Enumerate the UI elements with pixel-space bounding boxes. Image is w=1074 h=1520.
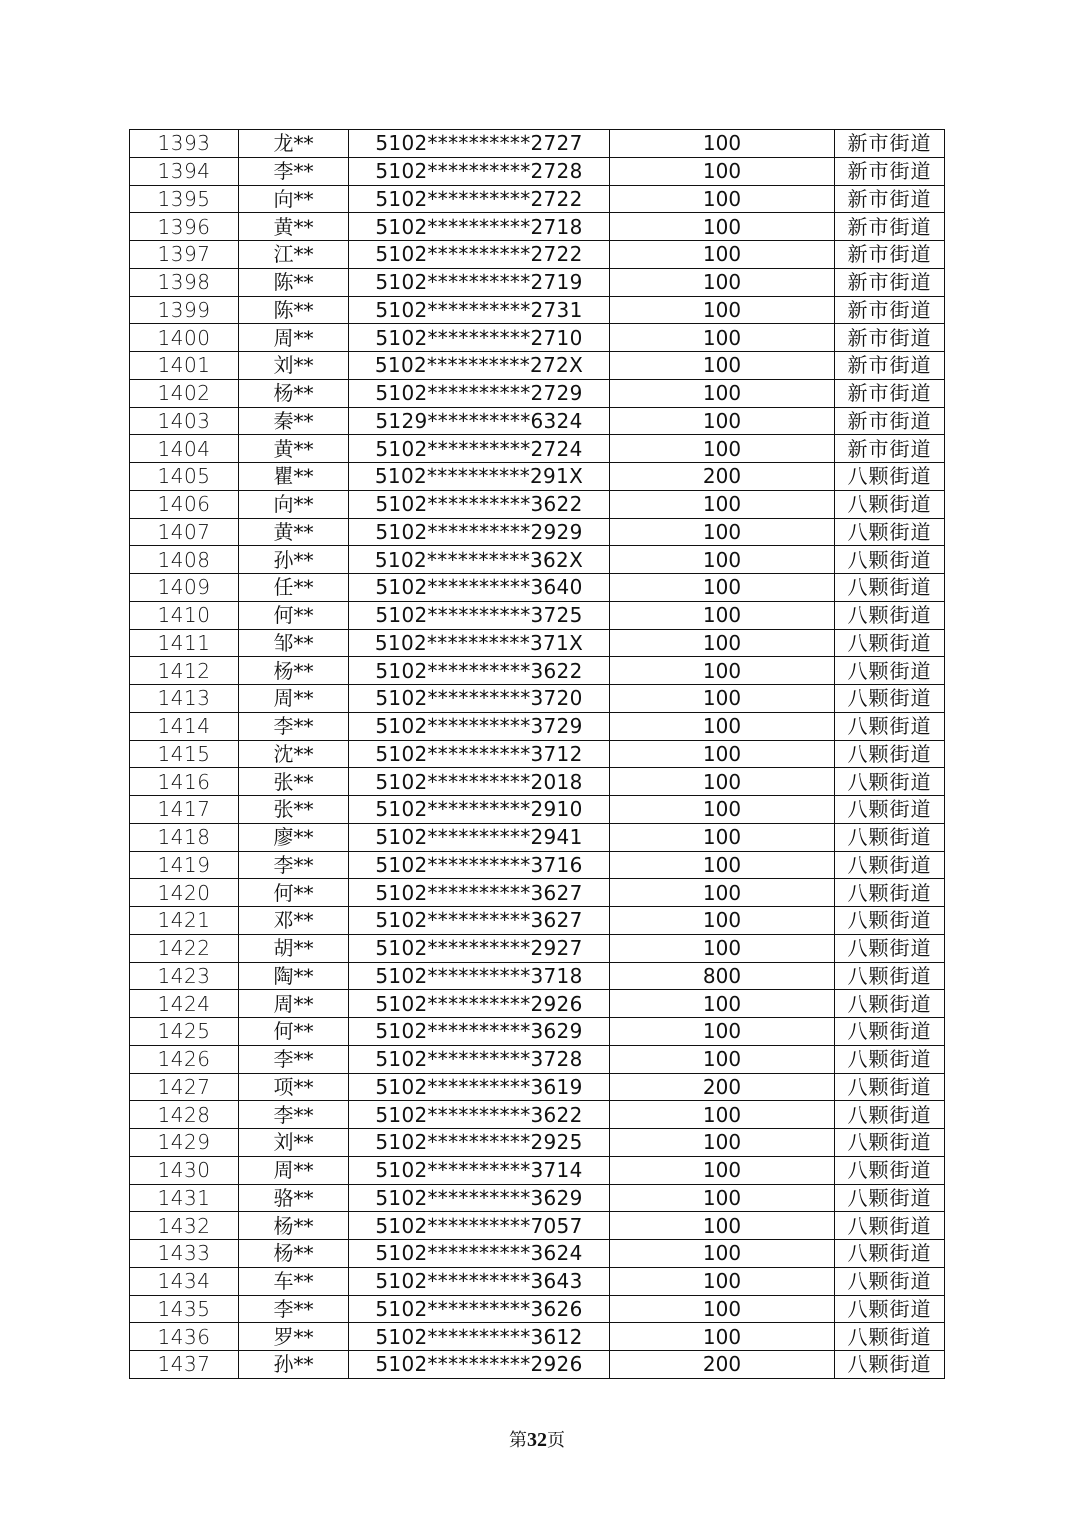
table-row xyxy=(130,463,945,491)
amount-cell: 100 xyxy=(610,241,835,269)
table-row xyxy=(130,1295,945,1323)
row-number-cell: 1429 xyxy=(130,1129,239,1157)
name-cell: 孙** xyxy=(239,1351,349,1379)
amount-cell: 100 xyxy=(610,740,835,768)
row-number-cell: 1415 xyxy=(130,740,239,768)
id-number-cell: 5102**********3629 xyxy=(349,1018,610,1046)
amount-cell: 200 xyxy=(610,463,835,491)
street-cell: 八颗街道 xyxy=(835,1129,945,1157)
row-number-cell: 1437 xyxy=(130,1351,239,1379)
table-row xyxy=(130,1351,945,1379)
street-cell: 八颗街道 xyxy=(835,851,945,879)
row-number-cell: 1428 xyxy=(130,1101,239,1129)
id-number-cell: 5102**********7057 xyxy=(349,1212,610,1240)
table-row xyxy=(130,601,945,629)
name-cell: 孙** xyxy=(239,546,349,574)
row-number-cell: 1408 xyxy=(130,546,239,574)
table-row xyxy=(130,851,945,879)
street-cell: 八颗街道 xyxy=(835,685,945,713)
street-cell: 八颗街道 xyxy=(835,768,945,796)
table-row xyxy=(130,1073,945,1101)
street-cell: 新市街道 xyxy=(835,213,945,241)
name-cell: 杨** xyxy=(239,657,349,685)
id-number-cell: 5102**********2727 xyxy=(349,130,610,158)
street-cell: 新市街道 xyxy=(835,157,945,185)
street-cell: 八颗街道 xyxy=(835,740,945,768)
street-cell: 八颗街道 xyxy=(835,657,945,685)
amount-cell: 200 xyxy=(610,1073,835,1101)
table-row xyxy=(130,685,945,713)
id-number-cell: 5102**********2926 xyxy=(349,990,610,1018)
street-cell: 八颗街道 xyxy=(835,934,945,962)
page-number: 32 xyxy=(527,1429,547,1451)
street-cell: 八颗街道 xyxy=(835,1018,945,1046)
name-cell: 向** xyxy=(239,185,349,213)
street-cell: 八颗街道 xyxy=(835,879,945,907)
table-row xyxy=(130,130,945,158)
table-row xyxy=(130,823,945,851)
row-number-cell: 1421 xyxy=(130,907,239,935)
name-cell: 廖** xyxy=(239,823,349,851)
id-number-cell: 5102**********2722 xyxy=(349,185,610,213)
table-row xyxy=(130,379,945,407)
row-number-cell: 1412 xyxy=(130,657,239,685)
row-number-cell: 1427 xyxy=(130,1073,239,1101)
street-cell: 八颗街道 xyxy=(835,518,945,546)
amount-cell: 100 xyxy=(610,1045,835,1073)
name-cell: 陈** xyxy=(239,268,349,296)
id-number-cell: 5102**********362X xyxy=(349,546,610,574)
amount-cell: 100 xyxy=(610,1295,835,1323)
id-number-cell: 5102**********2910 xyxy=(349,796,610,824)
name-cell: 刘** xyxy=(239,1129,349,1157)
street-cell: 八颗街道 xyxy=(835,601,945,629)
street-cell: 八颗街道 xyxy=(835,463,945,491)
amount-cell: 100 xyxy=(610,712,835,740)
street-cell: 八颗街道 xyxy=(835,1184,945,1212)
id-number-cell: 5102**********2729 xyxy=(349,379,610,407)
name-cell: 沈** xyxy=(239,740,349,768)
amount-cell: 100 xyxy=(610,1240,835,1268)
street-cell: 新市街道 xyxy=(835,130,945,158)
id-number-cell: 5102**********3622 xyxy=(349,657,610,685)
row-number-cell: 1403 xyxy=(130,407,239,435)
name-cell: 罗** xyxy=(239,1323,349,1351)
id-number-cell: 5102**********3643 xyxy=(349,1267,610,1295)
table-row xyxy=(130,1267,945,1295)
row-number-cell: 1409 xyxy=(130,574,239,602)
table-row xyxy=(130,518,945,546)
table-row xyxy=(130,1129,945,1157)
table-row xyxy=(130,879,945,907)
id-number-cell: 5102**********2018 xyxy=(349,768,610,796)
table-row xyxy=(130,1212,945,1240)
street-cell: 八颗街道 xyxy=(835,796,945,824)
table-row xyxy=(130,407,945,435)
id-number-cell: 5102**********3728 xyxy=(349,1045,610,1073)
street-cell: 新市街道 xyxy=(835,296,945,324)
name-cell: 黄** xyxy=(239,518,349,546)
amount-cell: 100 xyxy=(610,1267,835,1295)
amount-cell: 100 xyxy=(610,407,835,435)
street-cell: 新市街道 xyxy=(835,268,945,296)
table-row xyxy=(130,157,945,185)
name-cell: 李** xyxy=(239,1295,349,1323)
id-number-cell: 5102**********3612 xyxy=(349,1323,610,1351)
table-row xyxy=(130,213,945,241)
amount-cell: 100 xyxy=(610,1184,835,1212)
row-number-cell: 1399 xyxy=(130,296,239,324)
street-cell: 八颗街道 xyxy=(835,1240,945,1268)
amount-cell: 100 xyxy=(610,934,835,962)
amount-cell: 800 xyxy=(610,962,835,990)
row-number-cell: 1424 xyxy=(130,990,239,1018)
id-number-cell: 5102**********2731 xyxy=(349,296,610,324)
street-cell: 八颗街道 xyxy=(835,1323,945,1351)
amount-cell: 100 xyxy=(610,1101,835,1129)
id-number-cell: 5102**********2941 xyxy=(349,823,610,851)
street-cell: 八颗街道 xyxy=(835,1351,945,1379)
id-number-cell: 5102**********371X xyxy=(349,629,610,657)
street-cell: 八颗街道 xyxy=(835,629,945,657)
page-footer xyxy=(0,1426,1074,1452)
id-number-cell: 5102**********291X xyxy=(349,463,610,491)
name-cell: 江** xyxy=(239,241,349,269)
street-cell: 新市街道 xyxy=(835,379,945,407)
name-cell: 邓** xyxy=(239,907,349,935)
amount-cell: 100 xyxy=(610,990,835,1018)
row-number-cell: 1419 xyxy=(130,851,239,879)
id-number-cell: 5102**********3640 xyxy=(349,574,610,602)
page-label-suffix: 页 xyxy=(547,1430,565,1451)
amount-cell: 100 xyxy=(610,490,835,518)
row-number-cell: 1436 xyxy=(130,1323,239,1351)
table-row xyxy=(130,1156,945,1184)
row-number-cell: 1416 xyxy=(130,768,239,796)
table-row xyxy=(130,990,945,1018)
street-cell: 新市街道 xyxy=(835,185,945,213)
amount-cell: 100 xyxy=(610,185,835,213)
row-number-cell: 1400 xyxy=(130,324,239,352)
row-number-cell: 1402 xyxy=(130,379,239,407)
table-row xyxy=(130,490,945,518)
row-number-cell: 1405 xyxy=(130,463,239,491)
name-cell: 周** xyxy=(239,685,349,713)
name-cell: 李** xyxy=(239,157,349,185)
street-cell: 新市街道 xyxy=(835,324,945,352)
name-cell: 张** xyxy=(239,796,349,824)
table-row xyxy=(130,185,945,213)
amount-cell: 100 xyxy=(610,879,835,907)
name-cell: 李** xyxy=(239,1101,349,1129)
id-number-cell: 5102**********3627 xyxy=(349,907,610,935)
table-row xyxy=(130,1045,945,1073)
amount-cell: 100 xyxy=(610,1212,835,1240)
id-number-cell: 5102**********2926 xyxy=(349,1351,610,1379)
table-row xyxy=(130,324,945,352)
id-number-cell: 5102**********2722 xyxy=(349,241,610,269)
row-number-cell: 1426 xyxy=(130,1045,239,1073)
id-number-cell: 5102**********3718 xyxy=(349,962,610,990)
amount-cell: 100 xyxy=(610,379,835,407)
id-number-cell: 5102**********3626 xyxy=(349,1295,610,1323)
table-row xyxy=(130,796,945,824)
row-number-cell: 1414 xyxy=(130,712,239,740)
row-number-cell: 1401 xyxy=(130,352,239,380)
street-cell: 八颗街道 xyxy=(835,1156,945,1184)
row-number-cell: 1423 xyxy=(130,962,239,990)
row-number-cell: 1425 xyxy=(130,1018,239,1046)
amount-cell: 100 xyxy=(610,268,835,296)
table-row xyxy=(130,934,945,962)
name-cell: 刘** xyxy=(239,352,349,380)
id-number-cell: 5102**********3716 xyxy=(349,851,610,879)
table-row xyxy=(130,1018,945,1046)
table-row xyxy=(130,712,945,740)
roster-table-body xyxy=(130,130,945,1379)
row-number-cell: 1396 xyxy=(130,213,239,241)
name-cell: 何** xyxy=(239,1018,349,1046)
row-number-cell: 1418 xyxy=(130,823,239,851)
table-row xyxy=(130,1323,945,1351)
id-number-cell: 5102**********3622 xyxy=(349,490,610,518)
street-cell: 八颗街道 xyxy=(835,1295,945,1323)
id-number-cell: 5102**********3725 xyxy=(349,601,610,629)
name-cell: 何** xyxy=(239,601,349,629)
name-cell: 何** xyxy=(239,879,349,907)
id-number-cell: 5102**********2719 xyxy=(349,268,610,296)
name-cell: 杨** xyxy=(239,1240,349,1268)
table-row xyxy=(130,1101,945,1129)
table-row xyxy=(130,352,945,380)
street-cell: 八颗街道 xyxy=(835,1212,945,1240)
street-cell: 八颗街道 xyxy=(835,712,945,740)
id-number-cell: 5102**********2724 xyxy=(349,435,610,463)
amount-cell: 100 xyxy=(610,1018,835,1046)
table-row xyxy=(130,1184,945,1212)
row-number-cell: 1411 xyxy=(130,629,239,657)
name-cell: 李** xyxy=(239,1045,349,1073)
table-row xyxy=(130,574,945,602)
street-cell: 新市街道 xyxy=(835,352,945,380)
amount-cell: 100 xyxy=(610,324,835,352)
row-number-cell: 1410 xyxy=(130,601,239,629)
amount-cell: 100 xyxy=(610,296,835,324)
name-cell: 陈** xyxy=(239,296,349,324)
name-cell: 邹** xyxy=(239,629,349,657)
page-label-prefix: 第 xyxy=(509,1430,527,1451)
name-cell: 黄** xyxy=(239,435,349,463)
amount-cell: 100 xyxy=(610,130,835,158)
amount-cell: 100 xyxy=(610,657,835,685)
table-row xyxy=(130,629,945,657)
name-cell: 杨** xyxy=(239,379,349,407)
amount-cell: 100 xyxy=(610,1323,835,1351)
row-number-cell: 1397 xyxy=(130,241,239,269)
id-number-cell: 5102**********3729 xyxy=(349,712,610,740)
name-cell: 张** xyxy=(239,768,349,796)
roster-table xyxy=(129,129,945,1379)
row-number-cell: 1432 xyxy=(130,1212,239,1240)
amount-cell: 100 xyxy=(610,352,835,380)
name-cell: 向** xyxy=(239,490,349,518)
row-number-cell: 1406 xyxy=(130,490,239,518)
table-row xyxy=(130,657,945,685)
name-cell: 秦** xyxy=(239,407,349,435)
id-number-cell: 5102**********3624 xyxy=(349,1240,610,1268)
name-cell: 车** xyxy=(239,1267,349,1295)
id-number-cell: 5102**********3629 xyxy=(349,1184,610,1212)
table-row xyxy=(130,768,945,796)
amount-cell: 100 xyxy=(610,1156,835,1184)
amount-cell: 200 xyxy=(610,1351,835,1379)
amount-cell: 100 xyxy=(610,796,835,824)
street-cell: 新市街道 xyxy=(835,407,945,435)
street-cell: 八颗街道 xyxy=(835,1101,945,1129)
table-row xyxy=(130,435,945,463)
street-cell: 八颗街道 xyxy=(835,1045,945,1073)
name-cell: 骆** xyxy=(239,1184,349,1212)
name-cell: 龙** xyxy=(239,130,349,158)
name-cell: 任** xyxy=(239,574,349,602)
name-cell: 陶** xyxy=(239,962,349,990)
id-number-cell: 5102**********2929 xyxy=(349,518,610,546)
row-number-cell: 1431 xyxy=(130,1184,239,1212)
name-cell: 李** xyxy=(239,712,349,740)
table-row xyxy=(130,546,945,574)
amount-cell: 100 xyxy=(610,157,835,185)
row-number-cell: 1434 xyxy=(130,1267,239,1295)
name-cell: 李** xyxy=(239,851,349,879)
amount-cell: 100 xyxy=(610,546,835,574)
id-number-cell: 5102**********2925 xyxy=(349,1129,610,1157)
street-cell: 新市街道 xyxy=(835,435,945,463)
street-cell: 八颗街道 xyxy=(835,546,945,574)
amount-cell: 100 xyxy=(610,518,835,546)
id-number-cell: 5102**********2927 xyxy=(349,934,610,962)
amount-cell: 100 xyxy=(610,601,835,629)
table-row xyxy=(130,296,945,324)
row-number-cell: 1420 xyxy=(130,879,239,907)
row-number-cell: 1422 xyxy=(130,934,239,962)
name-cell: 周** xyxy=(239,1156,349,1184)
id-number-cell: 5102**********3627 xyxy=(349,879,610,907)
row-number-cell: 1395 xyxy=(130,185,239,213)
street-cell: 八颗街道 xyxy=(835,1073,945,1101)
name-cell: 胡** xyxy=(239,934,349,962)
street-cell: 八颗街道 xyxy=(835,990,945,1018)
amount-cell: 100 xyxy=(610,851,835,879)
id-number-cell: 5102**********2718 xyxy=(349,213,610,241)
id-number-cell: 5102**********2710 xyxy=(349,324,610,352)
amount-cell: 100 xyxy=(610,629,835,657)
amount-cell: 100 xyxy=(610,907,835,935)
name-cell: 周** xyxy=(239,990,349,1018)
id-number-cell: 5102**********3622 xyxy=(349,1101,610,1129)
amount-cell: 100 xyxy=(610,213,835,241)
table-row xyxy=(130,1240,945,1268)
id-number-cell: 5102**********2728 xyxy=(349,157,610,185)
name-cell: 周** xyxy=(239,324,349,352)
amount-cell: 100 xyxy=(610,435,835,463)
name-cell: 杨** xyxy=(239,1212,349,1240)
row-number-cell: 1407 xyxy=(130,518,239,546)
id-number-cell: 5102**********3720 xyxy=(349,685,610,713)
table-row xyxy=(130,740,945,768)
name-cell: 黄** xyxy=(239,213,349,241)
amount-cell: 100 xyxy=(610,823,835,851)
amount-cell: 100 xyxy=(610,1129,835,1157)
street-cell: 八颗街道 xyxy=(835,907,945,935)
row-number-cell: 1404 xyxy=(130,435,239,463)
table-row xyxy=(130,907,945,935)
amount-cell: 100 xyxy=(610,768,835,796)
amount-cell: 100 xyxy=(610,574,835,602)
row-number-cell: 1394 xyxy=(130,157,239,185)
amount-cell: 100 xyxy=(610,685,835,713)
id-number-cell: 5102**********272X xyxy=(349,352,610,380)
street-cell: 八颗街道 xyxy=(835,574,945,602)
row-number-cell: 1398 xyxy=(130,268,239,296)
name-cell: 项** xyxy=(239,1073,349,1101)
row-number-cell: 1417 xyxy=(130,796,239,824)
id-number-cell: 5102**********3714 xyxy=(349,1156,610,1184)
street-cell: 八颗街道 xyxy=(835,962,945,990)
row-number-cell: 1433 xyxy=(130,1240,239,1268)
row-number-cell: 1413 xyxy=(130,685,239,713)
street-cell: 八颗街道 xyxy=(835,823,945,851)
street-cell: 八颗街道 xyxy=(835,490,945,518)
name-cell: 瞿** xyxy=(239,463,349,491)
id-number-cell: 5129**********6324 xyxy=(349,407,610,435)
row-number-cell: 1393 xyxy=(130,130,239,158)
row-number-cell: 1435 xyxy=(130,1295,239,1323)
row-number-cell: 1430 xyxy=(130,1156,239,1184)
id-number-cell: 5102**********3619 xyxy=(349,1073,610,1101)
table-row xyxy=(130,962,945,990)
street-cell: 新市街道 xyxy=(835,241,945,269)
table-row xyxy=(130,268,945,296)
id-number-cell: 5102**********3712 xyxy=(349,740,610,768)
street-cell: 八颗街道 xyxy=(835,1267,945,1295)
table-row xyxy=(130,241,945,269)
